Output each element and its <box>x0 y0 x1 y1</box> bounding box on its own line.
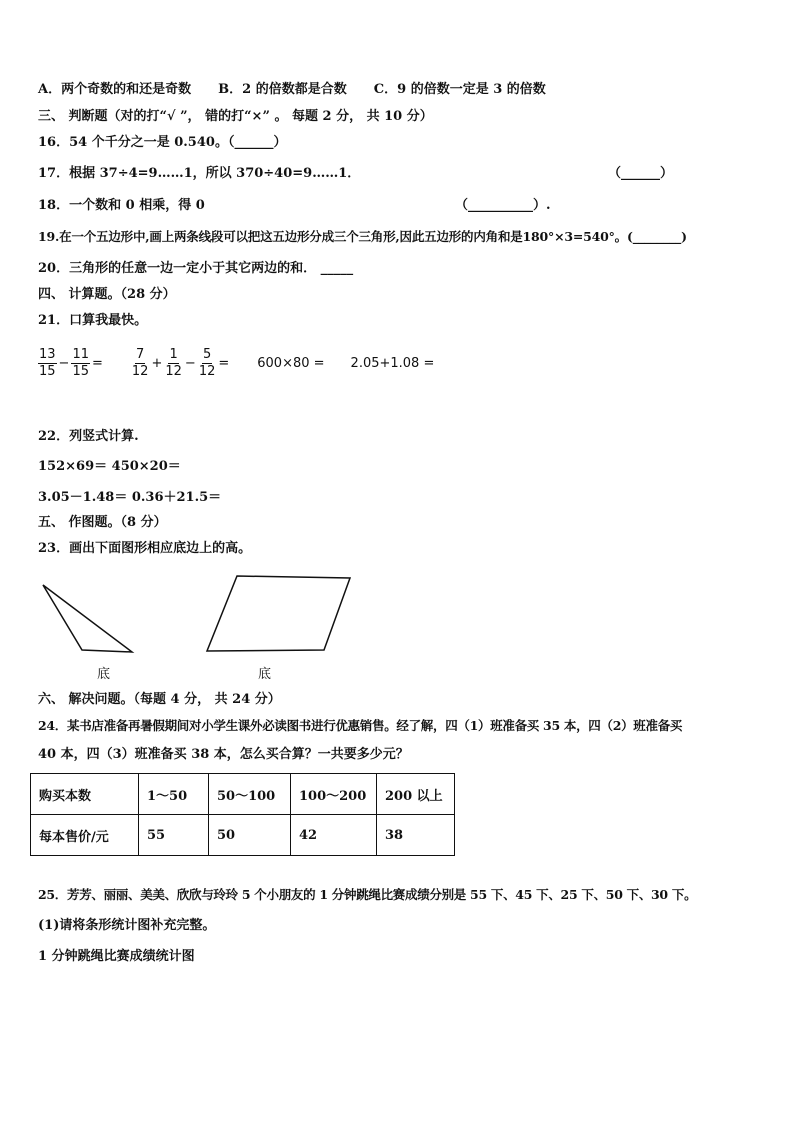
q23-title: 23．画出下面图形相应底边上的高。 <box>38 541 252 556</box>
table-cell: 购买本数 <box>31 774 139 815</box>
q16-text: 16．54 个千分之一是 0.540。（______） <box>38 135 287 150</box>
section6-title: 六、 解决问题。（每题 4 分， 共 24 分） <box>38 692 281 707</box>
section4-title: 四、 计算题。（28 分） <box>38 287 176 302</box>
q21-expressions: $\frac{13}{15}$ − $\frac{11}{15}$ = $\frac{7}{12}$ + $\frac{1}{12}$ − $\frac{5}{12}$ = 600×80 = 2.05+1.08 = <box>39 347 435 379</box>
fraction: $\frac{11}{15}$ <box>72 347 89 379</box>
q15-option-a: A．两个奇数的和还是奇数 <box>38 82 192 97</box>
q21-expr-3: 600×80 = <box>257 356 325 371</box>
triangle-base-label: 底 <box>97 667 111 682</box>
table-cell: 38 <box>377 815 455 856</box>
q17-text: 17．根据 37÷4=9……1，所以 370÷40=9……1． <box>38 166 361 181</box>
q25-line2: (1)请将条形统计图补充完整。 <box>38 918 216 933</box>
chart-title: 1 分钟跳绳比赛成绩统计图 <box>38 949 195 964</box>
table-row <box>31 815 455 856</box>
q22-line1: 152×69＝ 450×20＝ <box>38 459 181 474</box>
q24-line2: 40 本，四（3）班准备买 38 本，怎么买合算？一共要多少元？ <box>38 747 409 762</box>
fraction: $\frac{7}{12}$ <box>131 347 149 379</box>
q24-line1: 24．某书店准备再暑假期间对小学生课外必读图书进行优惠销售。经了解，四（1）班准备买 35 本，四（2）班准备买 <box>38 718 683 733</box>
table-cell: 200 以上 <box>377 774 455 815</box>
parallelogram-base-label: 底 <box>258 667 272 682</box>
table-cell: 50～100 <box>209 774 291 815</box>
table-cell: 50 <box>209 815 291 856</box>
section3-title: 三、 判断题（对的打“√ ”， 错的打“×” 。 每题 2 分， 共 10 分） <box>38 109 433 124</box>
q25-line1: 25．芳芳、丽丽、美美、欣欣与玲玲 5 个小朋友的 1 分钟跳绳比赛成绩分别是 55 下、45 下、25 下、50 下、30 下。 <box>38 887 697 902</box>
q21-expr-4: 2.05+1.08 = <box>350 356 435 371</box>
table-cell: 100～200 <box>291 774 377 815</box>
triangle-figure <box>43 585 132 652</box>
parallelogram-figure <box>207 576 350 651</box>
q15-option-b: B．2 的倍数都是合数 <box>218 82 347 97</box>
q18-text: 18．一个数和 0 相乘，得 0 <box>38 198 205 213</box>
q18-answer-blank[interactable]: （__________）. <box>455 198 551 213</box>
q15-option-c: C．9 的倍数一定是 3 的倍数 <box>373 82 546 97</box>
fraction: $\frac{1}{12}$ <box>165 347 182 379</box>
table-cell: 42 <box>291 815 377 856</box>
section5-title: 五、 作图题。（8 分） <box>38 515 167 530</box>
q22-line2: 3.05－1.48＝ 0.36＋21.5＝ <box>38 490 222 505</box>
q19-text: 19.在一个五边形中,画上两条线段可以把这五边形分成三个三角形,因此五边形的内角和是180°×3=540°。(________) <box>38 229 687 244</box>
table-cell: 1～50 <box>139 774 209 815</box>
table-cell: 55 <box>139 815 209 856</box>
fraction: $\frac{5}{12}$ <box>198 347 216 379</box>
table-row <box>31 774 455 815</box>
q20-text: 20．三角形的任意一边一定小于其它两边的和． _____ <box>38 261 354 276</box>
q17-answer-blank[interactable]: （______） <box>608 166 674 181</box>
q22-title: 22．列竖式计算. <box>38 429 139 444</box>
price-table <box>30 773 455 856</box>
fraction: $\frac{13}{15}$ <box>39 347 56 379</box>
q21-title: 21．口算我最快。 <box>38 313 148 328</box>
table-cell: 每本售价/元 <box>31 815 139 856</box>
